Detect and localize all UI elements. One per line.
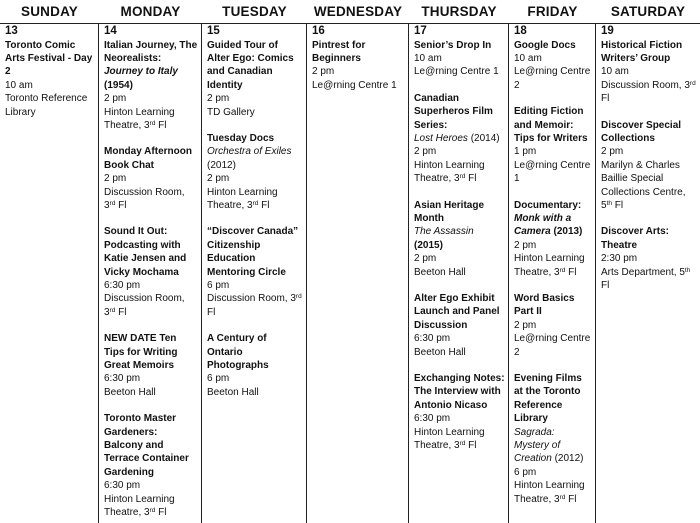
event-location-text: Beeton Hall [207,386,259,398]
event-film-title: Orchestra of Exiles [207,146,292,158]
event-location [601,159,697,213]
event-location [104,493,198,520]
day-number: 19 [601,25,614,37]
calendar-event [312,39,405,93]
day-number: 14 [104,25,117,37]
event-title: A Century of Ontario Photographs [207,333,269,372]
event-location-text: Discussion Room, 3 [104,293,185,318]
event-location-text: Hinton Learning Theatre, 3 [414,426,485,452]
event-film-title: Monk with a Camera [514,212,572,238]
event-location-text: TD Gallery [207,106,255,118]
event-title: Toronto Comic Arts Festival - Day 2 [5,39,93,78]
calendar-event [601,119,697,213]
event-location-text: Le@rning Centre 1 [312,79,397,91]
event-location [104,186,198,213]
calendar-event [601,225,697,292]
event-year: (2012) [554,453,584,465]
calendar-event [104,412,198,519]
event-film-title: Journey to Italy [104,66,178,78]
event-title: Sound It Out: Podcasting with Katie Jensen and Vicky Mochama [104,226,187,278]
calendar-event [514,39,592,93]
event-time: 2 pm [514,319,537,331]
event-title-block [601,225,697,252]
event-location-text: Le@rning Centre 1 [514,159,591,185]
event-title: NEW DATE Ten Tips for Writing Great Memoirs [104,333,178,372]
event-time: 2 pm [414,146,437,158]
event-location [104,106,198,133]
event-title-block [514,372,592,426]
event-title: Canadian Superheros Film Series: [414,92,493,131]
floor-suffix: Fl [155,119,167,131]
event-title: Evening Films at the Toronto Reference Library [514,373,582,425]
event-location-text: Hinton Learning Theatre, 3 [104,493,175,519]
event-location [514,159,592,186]
event-film-title: The Assassin [414,226,474,238]
floor-suffix: Fl [601,93,610,105]
event-title-block [207,332,303,372]
event-time: 6:30 pm [104,373,141,385]
event-location [414,266,505,279]
calendar-event [207,39,303,119]
event-location-text: Le@rning Centre 1 [414,66,499,78]
floor-suffix: Fl [115,306,127,318]
event-title: Word Basics Part II [514,293,575,318]
event-year: (2014) [470,132,500,144]
calendar-event [414,372,505,452]
event-title-block [414,39,505,52]
calendar-event [514,105,592,185]
event-time: 10 am [414,52,442,64]
event-title: Alter Ego Exhibit Launch and Panel Discussion [414,293,500,331]
event-title-block [514,199,592,239]
calendar-event [601,39,697,106]
event-title: “Discover Canada” Citizenship Education Mentoring Circle [207,226,299,278]
floor-ordinal: th [606,199,612,207]
event-time: 1 pm [514,146,537,158]
event-title: Editing Fiction and Memoir: Tips for Writers [514,106,588,144]
day-column-sunday [0,24,99,523]
event-location [104,386,198,399]
floor-suffix: Fl [565,266,577,278]
event-title: Senior’s Drop In [414,39,492,51]
floor-ordinal: rd [459,173,466,181]
event-title-block [514,292,592,319]
event-title: Monday Afternoon Book Chat [104,146,192,171]
event-location [514,252,592,279]
calendar-event [514,199,592,279]
header-saturday: SATURDAY [610,4,686,19]
event-time: 2 pm [104,173,127,185]
calendar-event [414,92,505,186]
calendar-event [207,225,303,319]
event-location [207,106,303,119]
header-wednesday: WEDNESDAY [313,4,403,19]
event-title: Discover Arts: Theatre [601,226,669,251]
calendar-event [207,132,303,212]
event-title-block [207,39,303,93]
event-time: 2:30 pm [601,253,638,265]
floor-ordinal: rd [295,293,302,301]
event-time: 2 pm [207,93,230,105]
event-title: Historical Fiction Writers’ Group [601,39,683,64]
event-location [601,266,697,293]
floor-suffix: Fl [115,199,127,211]
event-location-text: Hinton Learning Theatre, 3 [514,253,585,278]
day-number: 15 [207,25,220,37]
event-location-text: Arts Department, 5 [601,266,685,278]
event-title: Exchanging Notes: The Interview with Antonio Nicaso [414,373,505,411]
event-location [514,479,592,506]
floor-ordinal: rd [459,440,466,448]
calendar-event [104,332,198,399]
event-location [207,186,303,213]
event-title: Italian Journey, The Neorealists: [104,39,198,64]
event-location-text: Toronto Reference Library [5,93,88,118]
calendar-body [0,23,700,523]
floor-suffix: Fl [465,173,477,185]
day-number: 16 [312,25,325,37]
event-location [514,332,592,359]
floor-ordinal: rd [559,266,566,274]
event-location [414,346,505,359]
floor-suffix: Fl [601,280,610,291]
event-title-block [104,145,198,172]
event-title-block [104,412,198,479]
event-location [414,65,505,78]
event-location-text: Discussion Room, 3 [601,79,690,91]
event-title-block [514,39,592,52]
event-location-text: Le@rning Centre 2 [514,66,591,91]
calendar-event [414,39,505,79]
event-title: Discover Special Collections [601,119,682,144]
event-title: Asian Heritage Month [414,199,485,224]
floor-ordinal: rd [149,507,156,515]
calendar-event [104,39,198,133]
floor-ordinal: rd [109,199,116,207]
day-number: 17 [414,25,427,37]
floor-suffix: Fl [155,507,167,519]
event-location-text: Hinton Learning Theatre, 3 [514,480,585,505]
floor-suffix: Fl [258,199,270,211]
event-location-text: Beeton Hall [104,386,156,398]
event-title-block [312,39,405,66]
day-column-saturday [596,24,700,523]
event-year: (2013) [553,226,583,238]
event-title-block [104,332,198,372]
event-title: Tuesday Docs [207,132,275,144]
event-time: 10 am [514,52,542,64]
floor-ordinal: rd [109,306,116,314]
calendar-event [104,145,198,212]
event-title-block [104,39,198,93]
event-year: (1954) [104,79,133,91]
event-time: 6:30 pm [104,280,141,291]
event-subtitle-block [414,132,505,145]
event-title-block [414,199,505,226]
event-film-title: Sagrada: Mystery of Creation [514,426,561,465]
day-column-monday [99,24,202,523]
event-title-block [414,92,505,132]
event-time: 6 pm [514,466,537,478]
event-location [104,292,198,319]
event-title: Pintrest for Beginners [312,39,366,64]
event-location-text: Hinton Learning Theatre, 3 [207,186,278,211]
event-location [5,92,95,119]
header-thursday: THURSDAY [421,4,497,19]
event-title-block [104,225,198,279]
day-number: 13 [5,25,18,37]
event-location-text: Marilyn & Charles Baillie Special Collections Centre, 5 [601,159,686,211]
floor-ordinal: rd [252,199,259,207]
event-location-text: Discussion Room, 3 [104,186,185,211]
event-time: 2 pm [514,239,537,251]
event-location [414,426,505,453]
header-friday: FRIDAY [527,4,578,19]
event-title: Google Docs [514,39,576,51]
event-title-block [414,292,505,332]
event-location-text: Le@rning Centre 2 [514,333,591,358]
floor-suffix: Fl [465,440,477,452]
event-title-block [414,372,505,412]
event-location [514,65,592,92]
event-time: 2 pm [414,253,437,265]
event-title: Toronto Master Gardeners: Balcony and Terrace Container Gardening [104,413,189,478]
calendar-event [414,292,505,359]
calendar-event [414,199,505,279]
floor-suffix: Fl [565,493,577,505]
floor-ordinal: th [684,266,691,274]
day-column-thursday [409,24,509,523]
event-location-text: Beeton Hall [414,266,466,278]
event-location [207,386,303,399]
event-location-text: Hinton Learning Theatre, 3 [104,106,175,131]
day-column-friday [509,24,596,523]
event-location [601,79,697,106]
weekday-header [0,0,700,23]
event-title: Guided Tour of Alter Ego: Comics and Canadian Identity [207,39,294,91]
event-location [312,79,405,92]
day-column-tuesday [202,24,307,523]
event-title-block [601,119,697,146]
event-subtitle-block [514,426,592,466]
floor-ordinal: rd [689,79,696,87]
event-time: 6:30 pm [104,480,141,492]
event-year: (2012) [207,159,236,171]
event-time: 10 am [601,66,629,78]
event-time: 10 am [5,79,33,91]
event-subtitle-block [207,145,303,172]
calendar-event [5,39,95,119]
event-time: 6:30 pm [414,413,451,425]
day-column-wednesday [307,24,409,523]
event-time: 6 pm [207,373,230,385]
event-title-block [514,105,592,145]
header-tuesday: TUESDAY [222,4,287,19]
floor-ordinal: rd [559,493,566,501]
event-location-text: Discussion Room, 3 [207,293,296,305]
floor-ordinal: rd [149,119,156,127]
event-location [414,159,505,186]
event-location-text: Beeton Hall [414,346,466,358]
event-subtitle-block [414,225,505,252]
calendar-event [514,292,592,359]
floor-suffix: Fl [611,199,624,211]
event-time: 2 pm [312,66,335,78]
event-time: 2 pm [104,93,127,105]
calendar-event [514,372,592,506]
event-time: 2 pm [601,146,624,158]
calendar-event [104,225,198,319]
event-location [207,292,303,319]
day-number: 18 [514,25,527,37]
event-time: 6:30 pm [414,333,451,345]
floor-suffix: Fl [207,306,216,318]
header-monday: MONDAY [120,4,181,19]
event-title: Documentary: [514,199,582,211]
event-film-title: Lost Heroes [414,132,468,144]
event-time: 6 pm [207,280,230,291]
event-title-block [601,39,697,66]
event-year: (2015) [414,239,443,251]
calendar-event [207,332,303,399]
event-location-text: Hinton Learning Theatre, 3 [414,159,485,185]
event-time: 2 pm [207,173,230,185]
header-sunday: SUNDAY [21,4,78,19]
event-title-block [5,39,95,79]
event-title-block [207,225,303,279]
event-title-block [207,132,303,145]
